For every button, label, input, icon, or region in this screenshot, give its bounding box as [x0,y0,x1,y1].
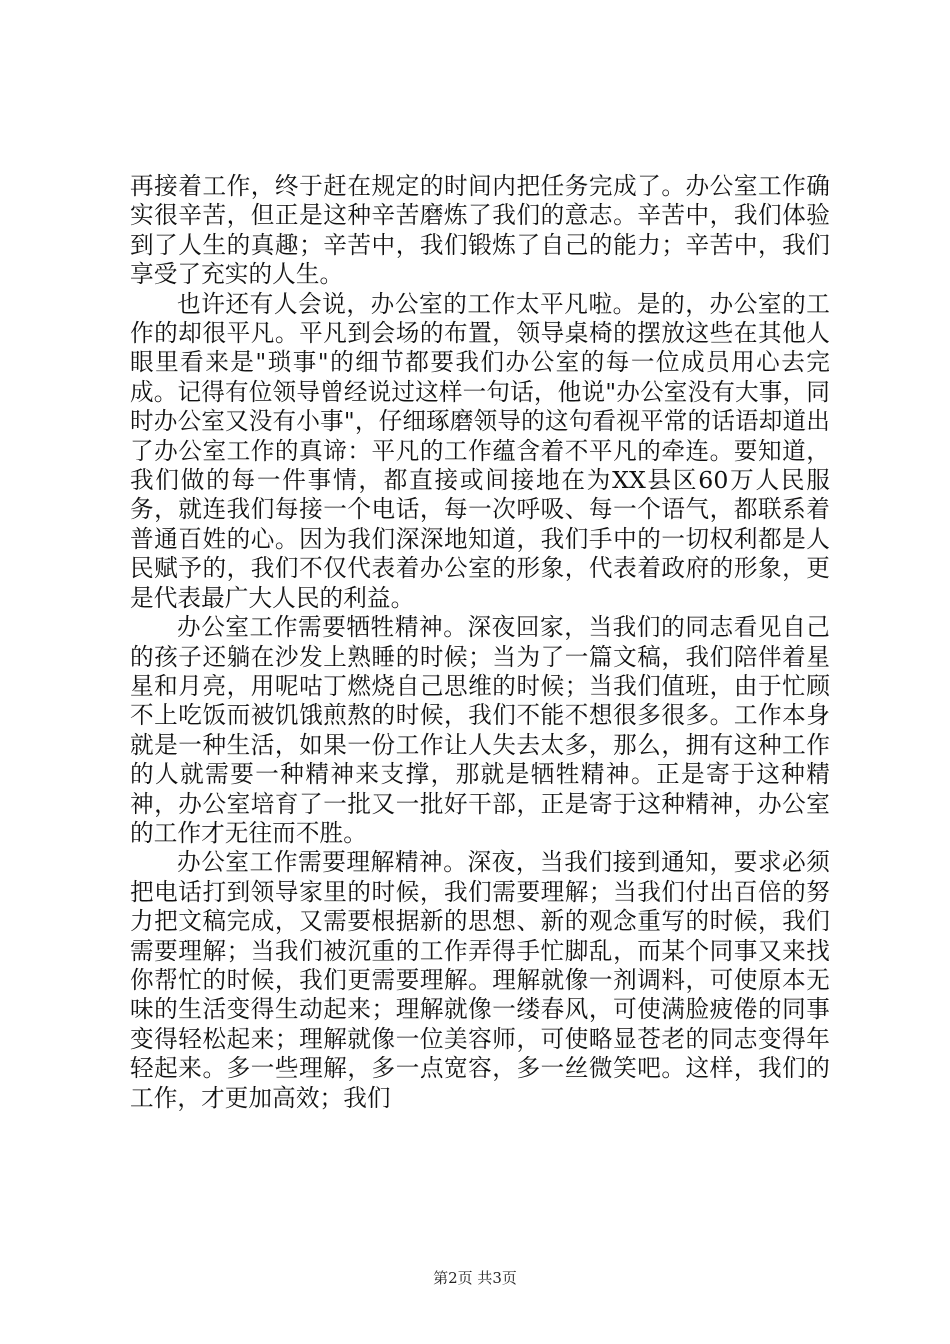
paragraph-ordinary-work: 也许还有人会说，办公室的工作太平凡啦。是的，办公室的工作的却很平凡。平凡到会场的布置，领导桌椅的摆放这些在其他人眼里看来是"琐事"的细节都要我们办公室的每一位成员用心去完成。记得有位领导曾经说过这样一句话，他说"办公室没有大事，同时办公室又没有小事"，仔细琢磨领导的这句看视平常的话语却道出了办公室工作的真谛：平凡的工作蕴含着不平凡的牵连。要知道，我们做的每一件事情，都直接或间接地在为XX县区60万人民服务，就连我们每接一个电话，每一次呼吸、每一个语气，都联系着普通百姓的心。因为我们深深地知道，我们手中的一切权利都是人民赋予的，我们不仅代表着办公室的形象，代表着政府的形象，更是代表最广大人民的利益。 [130,289,830,612]
paragraph-understanding-spirit: 办公室工作需要理解精神。深夜，当我们接到通知，要求必须把电话打到领导家里的时候，我们需要理解；当我们付出百倍的努力把文稿完成，又需要根据新的思想、新的观念重写的时候，我们需要理解；当我们被沉重的工作弄得手忙脚乱，而某个同事又来找你帮忙的时候，我们更需要理解。理解就像一剂调料，可使原本无味的生活变得生动起来；理解就像一缕春风，可使满脸疲倦的同事变得轻松起来；理解就像一位美容师，可使略显苍老的同志变得年轻起来。多一些理解，多一点宽容，多一丝微笑吧。这样，我们的工作，才更加高效；我们 [130,848,830,1112]
paragraph-sacrifice-spirit: 办公室工作需要牺牲精神。深夜回家，当我们的同志看见自己的孩子还躺在沙发上熟睡的时候；当为了一篇文稿，我们陪伴着星星和月亮，用呢咕丁燃烧自己思维的时候；当我们值班，由于忙顾不上吃饭而被饥饿煎熬的时候，我们不能不想很多很多。工作本身就是一种生活，如果一份工作让人失去太多，那么，拥有这种工作的人就需要一种精神来支撑，那就是牺牲精神。正是寄于这种精神，办公室培育了一批又一批好干部，正是寄于这种精神，办公室的工作才无往而不胜。 [130,613,830,847]
page-number-label: 第2页 共3页 [433,1269,517,1287]
page-footer [0,1268,950,1288]
paragraph-continued: 再接着工作，终于赶在规定的时间内把任务完成了。办公室工作确实很辛苦，但正是这种辛苦磨炼了我们的意志。辛苦中，我们体验到了人生的真趣；辛苦中，我们锻炼了自己的能力；辛苦中，我们享受了充实的人生。 [130,172,830,289]
document-body [130,172,830,1113]
